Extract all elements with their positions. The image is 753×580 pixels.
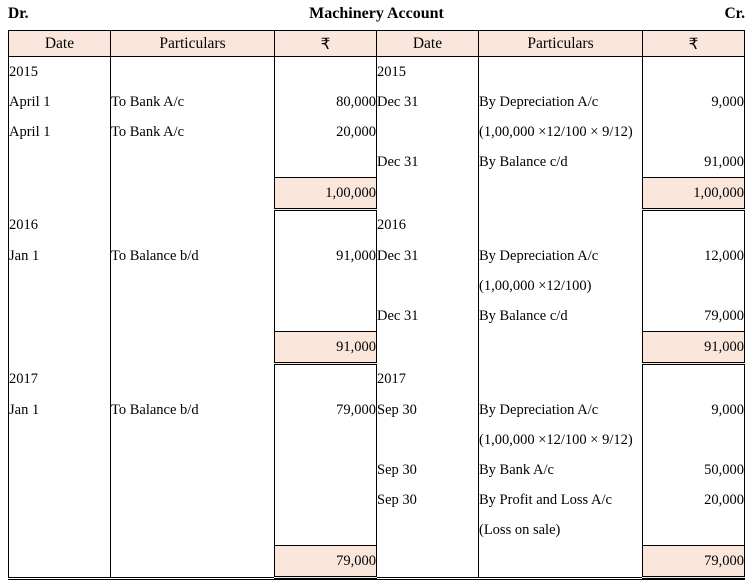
cell-particulars-right	[479, 57, 643, 88]
cell-amount-left	[275, 147, 377, 178]
cell-particulars-right: (1,00,000 ×12/100 × 9/12)	[479, 425, 643, 455]
col-date-credit: Date	[377, 31, 479, 57]
cell-date-left	[9, 515, 111, 546]
cell-amount-right: 79,000	[643, 301, 745, 332]
cell-particulars-left: To Balance b/d	[111, 241, 275, 271]
cell-amount-right: 91,000	[643, 147, 745, 178]
table-row	[9, 301, 745, 332]
cell-date-left	[9, 332, 111, 364]
cell-amount-left	[275, 210, 377, 242]
cell-particulars-left	[111, 425, 275, 455]
cell-date-right	[377, 425, 479, 455]
cell-date-left	[9, 455, 111, 485]
cell-date-left	[9, 271, 111, 301]
cell-particulars-right	[479, 546, 643, 578]
table-row	[9, 57, 745, 88]
table-row	[9, 117, 745, 147]
cell-amount-right: 50,000	[643, 455, 745, 485]
cell-date-right: Dec 31	[377, 87, 479, 117]
cell-particulars-right: (1,00,000 ×12/100)	[479, 271, 643, 301]
cell-date-left: 2017	[9, 364, 111, 396]
cell-date-left	[9, 301, 111, 332]
cell-total-left: 1,00,000	[275, 178, 377, 210]
table-row	[9, 210, 745, 242]
cell-amount-right	[643, 364, 745, 396]
cell-particulars-left	[111, 546, 275, 578]
cell-date-left: April 1	[9, 87, 111, 117]
cell-particulars-right	[479, 210, 643, 242]
cell-date-right	[377, 117, 479, 147]
cell-amount-left	[275, 57, 377, 88]
table-row	[9, 455, 745, 485]
account-title: Machinery Account	[309, 5, 444, 22]
cell-particulars-right	[479, 332, 643, 364]
table-row	[9, 87, 745, 117]
cell-amount-right	[643, 210, 745, 242]
cell-amount-right	[643, 117, 745, 147]
cell-amount-right	[643, 515, 745, 546]
cell-particulars-right	[479, 178, 643, 210]
cell-particulars-right: By Balance c/d	[479, 301, 643, 332]
cell-particulars-left	[111, 455, 275, 485]
cell-total-right: 1,00,000	[643, 178, 745, 210]
cell-particulars-right: By Depreciation A/c	[479, 395, 643, 425]
cell-particulars-left	[111, 178, 275, 210]
cell-amount-right	[643, 271, 745, 301]
cell-date-right	[377, 332, 479, 364]
col-particulars-debit: Particulars	[111, 31, 275, 57]
credit-label: Cr.	[724, 5, 745, 22]
cell-particulars-left	[111, 210, 275, 242]
cell-amount-right: 9,000	[643, 395, 745, 425]
cell-amount-left	[275, 301, 377, 332]
cell-total-right: 79,000	[643, 546, 745, 578]
table-row	[9, 271, 745, 301]
cell-date-right	[377, 546, 479, 578]
cell-total-left: 91,000	[275, 332, 377, 364]
cell-amount-left: 20,000	[275, 117, 377, 147]
cell-date-left	[9, 147, 111, 178]
cell-amount-left: 91,000	[275, 241, 377, 271]
cell-date-left: April 1	[9, 117, 111, 147]
table-row	[9, 425, 745, 455]
cell-amount-left	[275, 364, 377, 396]
cell-particulars-left	[111, 515, 275, 546]
cell-particulars-right: (1,00,000 ×12/100 × 9/12)	[479, 117, 643, 147]
col-date-debit: Date	[9, 31, 111, 57]
cell-date-right	[377, 515, 479, 546]
cell-amount-right: 12,000	[643, 241, 745, 271]
cell-amount-left	[275, 455, 377, 485]
table-row	[9, 147, 745, 178]
cell-particulars-left	[111, 364, 275, 396]
cell-date-left	[9, 546, 111, 578]
cell-particulars-right: By Profit and Loss A/c	[479, 485, 643, 515]
cell-particulars-right: By Depreciation A/c	[479, 241, 643, 271]
cell-amount-left	[275, 485, 377, 515]
col-particulars-credit: Particulars	[479, 31, 643, 57]
cell-amount-right: 9,000	[643, 87, 745, 117]
cell-amount-left: 79,000	[275, 395, 377, 425]
cell-particulars-left	[111, 301, 275, 332]
cell-date-right: Dec 31	[377, 241, 479, 271]
cell-date-right	[377, 178, 479, 210]
table-row	[9, 485, 745, 515]
cell-amount-right	[643, 57, 745, 88]
table-row	[9, 515, 745, 546]
debit-label: Dr.	[8, 5, 29, 22]
account-header	[8, 0, 745, 30]
cell-particulars-right	[479, 364, 643, 396]
col-amount-credit: ₹	[643, 31, 745, 57]
cell-date-right: Sep 30	[377, 395, 479, 425]
cell-particulars-left	[111, 57, 275, 88]
table-row	[9, 546, 745, 578]
cell-particulars-left	[111, 147, 275, 178]
cell-particulars-left	[111, 271, 275, 301]
cell-date-right: 2015	[377, 57, 479, 88]
cell-date-right	[377, 271, 479, 301]
table-row	[9, 395, 745, 425]
cell-particulars-left: To Balance b/d	[111, 395, 275, 425]
cell-particulars-right: By Bank A/c	[479, 455, 643, 485]
table-row	[9, 332, 745, 364]
cell-particulars-left	[111, 332, 275, 364]
cell-date-left	[9, 485, 111, 515]
cell-date-left: Jan 1	[9, 395, 111, 425]
cell-date-left: Jan 1	[9, 241, 111, 271]
col-amount-debit: ₹	[275, 31, 377, 57]
cell-particulars-left	[111, 485, 275, 515]
machinery-account-table	[8, 30, 745, 579]
table-row	[9, 241, 745, 271]
cell-amount-right	[643, 425, 745, 455]
cell-date-left: 2016	[9, 210, 111, 242]
cell-date-right: Dec 31	[377, 301, 479, 332]
cell-date-left	[9, 178, 111, 210]
cell-amount-left	[275, 271, 377, 301]
cell-date-right: Sep 30	[377, 455, 479, 485]
cell-amount-left	[275, 425, 377, 455]
table-row	[9, 364, 745, 396]
cell-date-left: 2015	[9, 57, 111, 88]
cell-particulars-left: To Bank A/c	[111, 87, 275, 117]
cell-date-right: Dec 31	[377, 147, 479, 178]
cell-total-left: 79,000	[275, 546, 377, 578]
cell-date-right: Sep 30	[377, 485, 479, 515]
table-row	[9, 178, 745, 210]
cell-date-right: 2017	[377, 364, 479, 396]
cell-date-left	[9, 425, 111, 455]
cell-particulars-right: By Depreciation A/c	[479, 87, 643, 117]
cell-amount-right: 20,000	[643, 485, 745, 515]
cell-particulars-right: (Loss on sale)	[479, 515, 643, 546]
cell-date-right: 2016	[377, 210, 479, 242]
cell-amount-left	[275, 515, 377, 546]
cell-amount-left: 80,000	[275, 87, 377, 117]
cell-particulars-left: To Bank A/c	[111, 117, 275, 147]
table-body	[9, 57, 745, 578]
cell-total-right: 91,000	[643, 332, 745, 364]
cell-particulars-right: By Balance c/d	[479, 147, 643, 178]
table-header-row	[9, 31, 745, 57]
